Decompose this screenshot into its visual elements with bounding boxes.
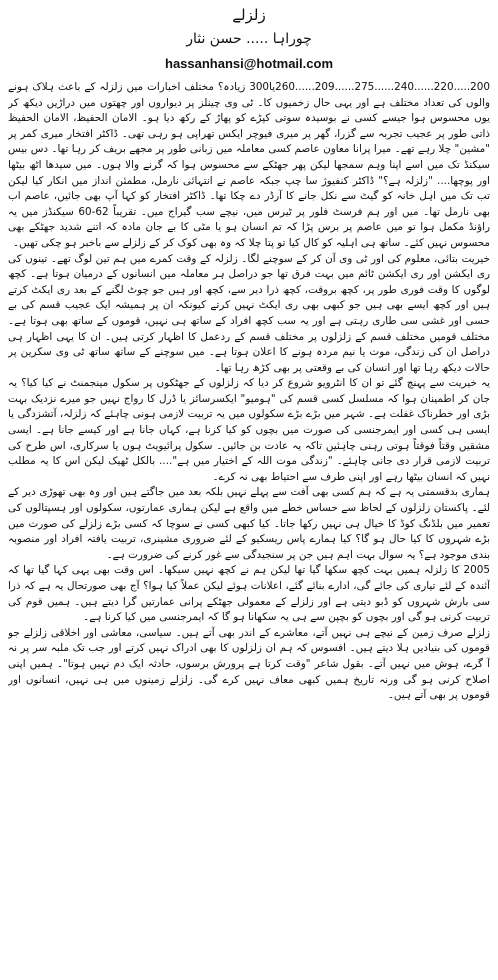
article-paragraph: خیریت بتائی، معلوم کی اور ٹی وی آن کر کے سوچنے لگا۔ زلزلہ کے وقت کمرے میں ہم تین لوگ تھے۔ تینوں کی ری ایکشن اور ری ایکشن ٹائم میں بہت فرق تھا جو دراصل ہر معاملہ میں انسانوں کے درمیان ہوتا ہے۔ کچھ لوگوں کا وقت فوری طور پر، کچھ بروقت، کچھ ذرا دیر سے، کچھ اور ہیں جو چوٹ لگنے کے بعد ری ایکٹ کرتے ہیں اور کچھ ایسے بھی ہیں جو کبھی بھی ری ایکٹ نہیں کرتے کیونکہ ان پر ہمیشہ ایک عجیب قسم کی بے حسی اور غشی سی طاری رہتی ہے اور یہ سب کچھ افراد کے ساتھ ہی نہیں، قوموں کے ساتھ بھی ہوتا ہے۔ مختلف قومیں مختلف قسم کے زلزلوں پر مختلف قسم کے ردعمل کا اظہار کرتی ہیں۔ ان کا یہی اظہار ہی دراصل ان کی زندگی، موت یا نیم مردہ ہونے کا اعلان ہوتا ہے۔ میں سوچنے کے ساتھ ساتھ ٹی وی سکرین پر حالات دیکھ رہا تھا اور انسان کی بے وقعتی پر بھی کڑھ رہا تھا۔	[8, 252, 490, 374]
article-title: زلزلے	[232, 6, 266, 24]
article-paragraph: 200.....220......240......275......209......260یا300 زیادہ؟ مختلف اخبارات میں زلزلہ کے باعث ہلاک ہونے والوں کی تعداد مختلف ہے اور یہی حال زخمیوں کا۔ ٹی وی چینلز پر دیواروں اور چھتوں میں دراڑیں دیکھ کر یوں محسوس ہوا جیسے کسی نے بوسیدہ سوتی کپڑے کو پھاڑ کے رکھ دیا ہو۔ الامان الحفیظ، الامان الحفیظ ذاتی طور پر عجیب تجربہ سے گزرا، گھر پر میری فیوچر ایکس تھراپی ہو رہی تھی۔ ڈاکٹر افتخار میری کمر پر "مشین" چلا رہے تھے۔ میرا پرانا معاون عاصم کسی معاملہ میں زبانی طور پر مجھے بریف کر رہا تھا۔ دس بیس سیکنڈ تک میں اسے اپنا وہم سمجھا لیکن پھر جھٹکے سے محسوس ہوا کہ گرنے والا ہوں۔ میں سیدھا اٹھ بیٹھا اور پوچھا.... "زلزلہ ہے؟" ڈاکٹر کنفیوژ سا چپ جبکہ عاصم نے انتہائی نارمل، مطمئن انداز میں انکار کیا لیکن تب تک میں اہل خانہ کو گیٹ سے نکل جانے کا آرڈر دے چکا تھا۔ ڈاکٹر افتخار کو کہا آپ بھی جائیں، عاصم اب بھی نارمل تھا۔ میں اور ہم فرسٹ فلور پر ٹیرس میں، نیچے سب گیراج میں۔ تقریباً 62-60 سیکنڈز میں یہ راؤنڈ مکمل ہوا تو میں عاصم پر برس پڑا کہ تم انسان ہو یا مٹی کا بے جان مادہ کہ اتنے شدید جھٹکے بھی محسوس نہیں کئے۔ ساتھ ہی اہلیہ کو کال کیا تو پتا چلا کہ وہ بھی کوک کر کے زلزلے سے باخبر ہو چکی تھیں۔	[8, 81, 490, 249]
dateline: چوراہا	[272, 31, 312, 47]
article-paragraph: یہ خیریت سے پہنچ گئے تو ان کا انٹرویو شروع کر دیا کہ زلزلوں کے جھٹکوں پر سکول مینجمنٹ نے کیا کیا؟ یہ جان کر اطمینان ہوا کہ مسلسل کسی قسم کی "ہومیو" ایکسرسائز یا ڈرل کا رواج نہیں جو میرے نزدیک بہت بڑی اور خطرناک غفلت ہے۔ شہر میں بڑے بڑے سکولوں میں یہ تربیت لازمی ہونی چاہئے کہ زلزلہ، آتشزدگی یا ایسی ہی کسی اور ایمرجنسی کی صورت میں بچوں کو کیا کرنا ہے، کہاں جانا ہے اور کیسے جانا ہے۔ ایسی مشقیں وقتاً فوقتاً ہوتی رہنی چاہئیں تاکہ یہ عادت بن جائیں۔ سکول پرائیویٹ ہوں یا سرکاری، اس طرح کی تربیت لازمی قرار دی جانی چاہئے۔ "زندگی موت اللہ کے اختیار میں ہے".... بالکل ٹھیک لیکن اس کا یہ مطلب نہیں کہ انسان بیٹھا رہے اور اپنی طرف سے احتیاط بھی نہ کرے۔	[8, 377, 490, 483]
article-paragraph: زلزلے صرف زمین کے نیچے ہی نہیں آتے، معاشرے کے اندر بھی آتے ہیں۔ سیاسی، معاشی اور اخلاقی زلزلے جو قوموں کی بنیادیں ہلا دیتے ہیں۔ افسوس کہ ہم ان زلزلوں کا بھی ادراک نہیں کرتے اور جب تک ملبہ سر پر نہ آ گرے، ہوش میں نہیں آتے۔ بقول شاعر "وقت کرتا ہے پرورش برسوں، حادثہ ایک دم نہیں ہوتا"۔ ہمیں اپنی اصلاح کرنی ہو گی ورنہ تاریخ ہمیں کبھی معاف نہیں کرے گی۔ زلزلے زمینوں میں ہی نہیں، انسانوں اور قوموں پر بھی آتے ہیں۔	[8, 626, 490, 702]
author-email[interactable]: hassanhansi@hotmail.com	[165, 56, 333, 71]
article-paragraph: ہماری بدقسمتی یہ ہے کہ ہم کسی بھی آفت سے پہلے نہیں بلکہ بعد میں جاگتے ہیں اور وہ بھی تھوڑی دیر کے لئے۔ پاکستان زلزلوں کے لحاظ سے حساس خطے میں واقع ہے لیکن ہماری عمارتوں، سکولوں اور ہسپتالوں کی تعمیر میں بلڈنگ کوڈ کا خیال ہی نہیں رکھا جاتا۔ کیا کبھی کسی نے سوچا کہ کسی بڑے زلزلے کی صورت میں بڑے شہروں کا کیا حال ہو گا؟ کیا ہمارے پاس ریسکیو کے لئے ضروری مشینری، تربیت یافتہ افراد اور منصوبہ بندی موجود ہے؟ یہ سوال بہت اہم ہیں جن پر سنجیدگی سے غور کرنے کی ضرورت ہے۔	[8, 486, 490, 561]
article-body	[8, 80, 490, 960]
article-byline	[8, 30, 490, 48]
author-name: حسن نثار	[186, 31, 242, 47]
byline-separator: .....	[246, 31, 269, 47]
article-paragraph: 2005 کا زلزلہ ہمیں بہت کچھ سکھا گیا تھا لیکن ہم نے کچھ نہیں سیکھا۔ اس وقت بھی یہی کہا گیا تھا کہ آئندہ کے لئے تیاری کی جائے گی، ادارے بنائے گئے، اعلانات ہوئے لیکن عملاً کیا ہوا؟ آج بھی صورتحال یہ ہے کہ ذرا سی بارش شہروں کو ڈبو دیتی ہے اور زلزلے کے معمولی جھٹکے پرانی عمارتیں گرا دیتے ہیں۔ ہمیں قوم کی تربیت کرنی ہو گی اور بچوں کو بچپن سے ہی یہ سکھانا ہو گا کہ ایمرجنسی میں کیا کرنا ہے۔	[8, 564, 490, 624]
